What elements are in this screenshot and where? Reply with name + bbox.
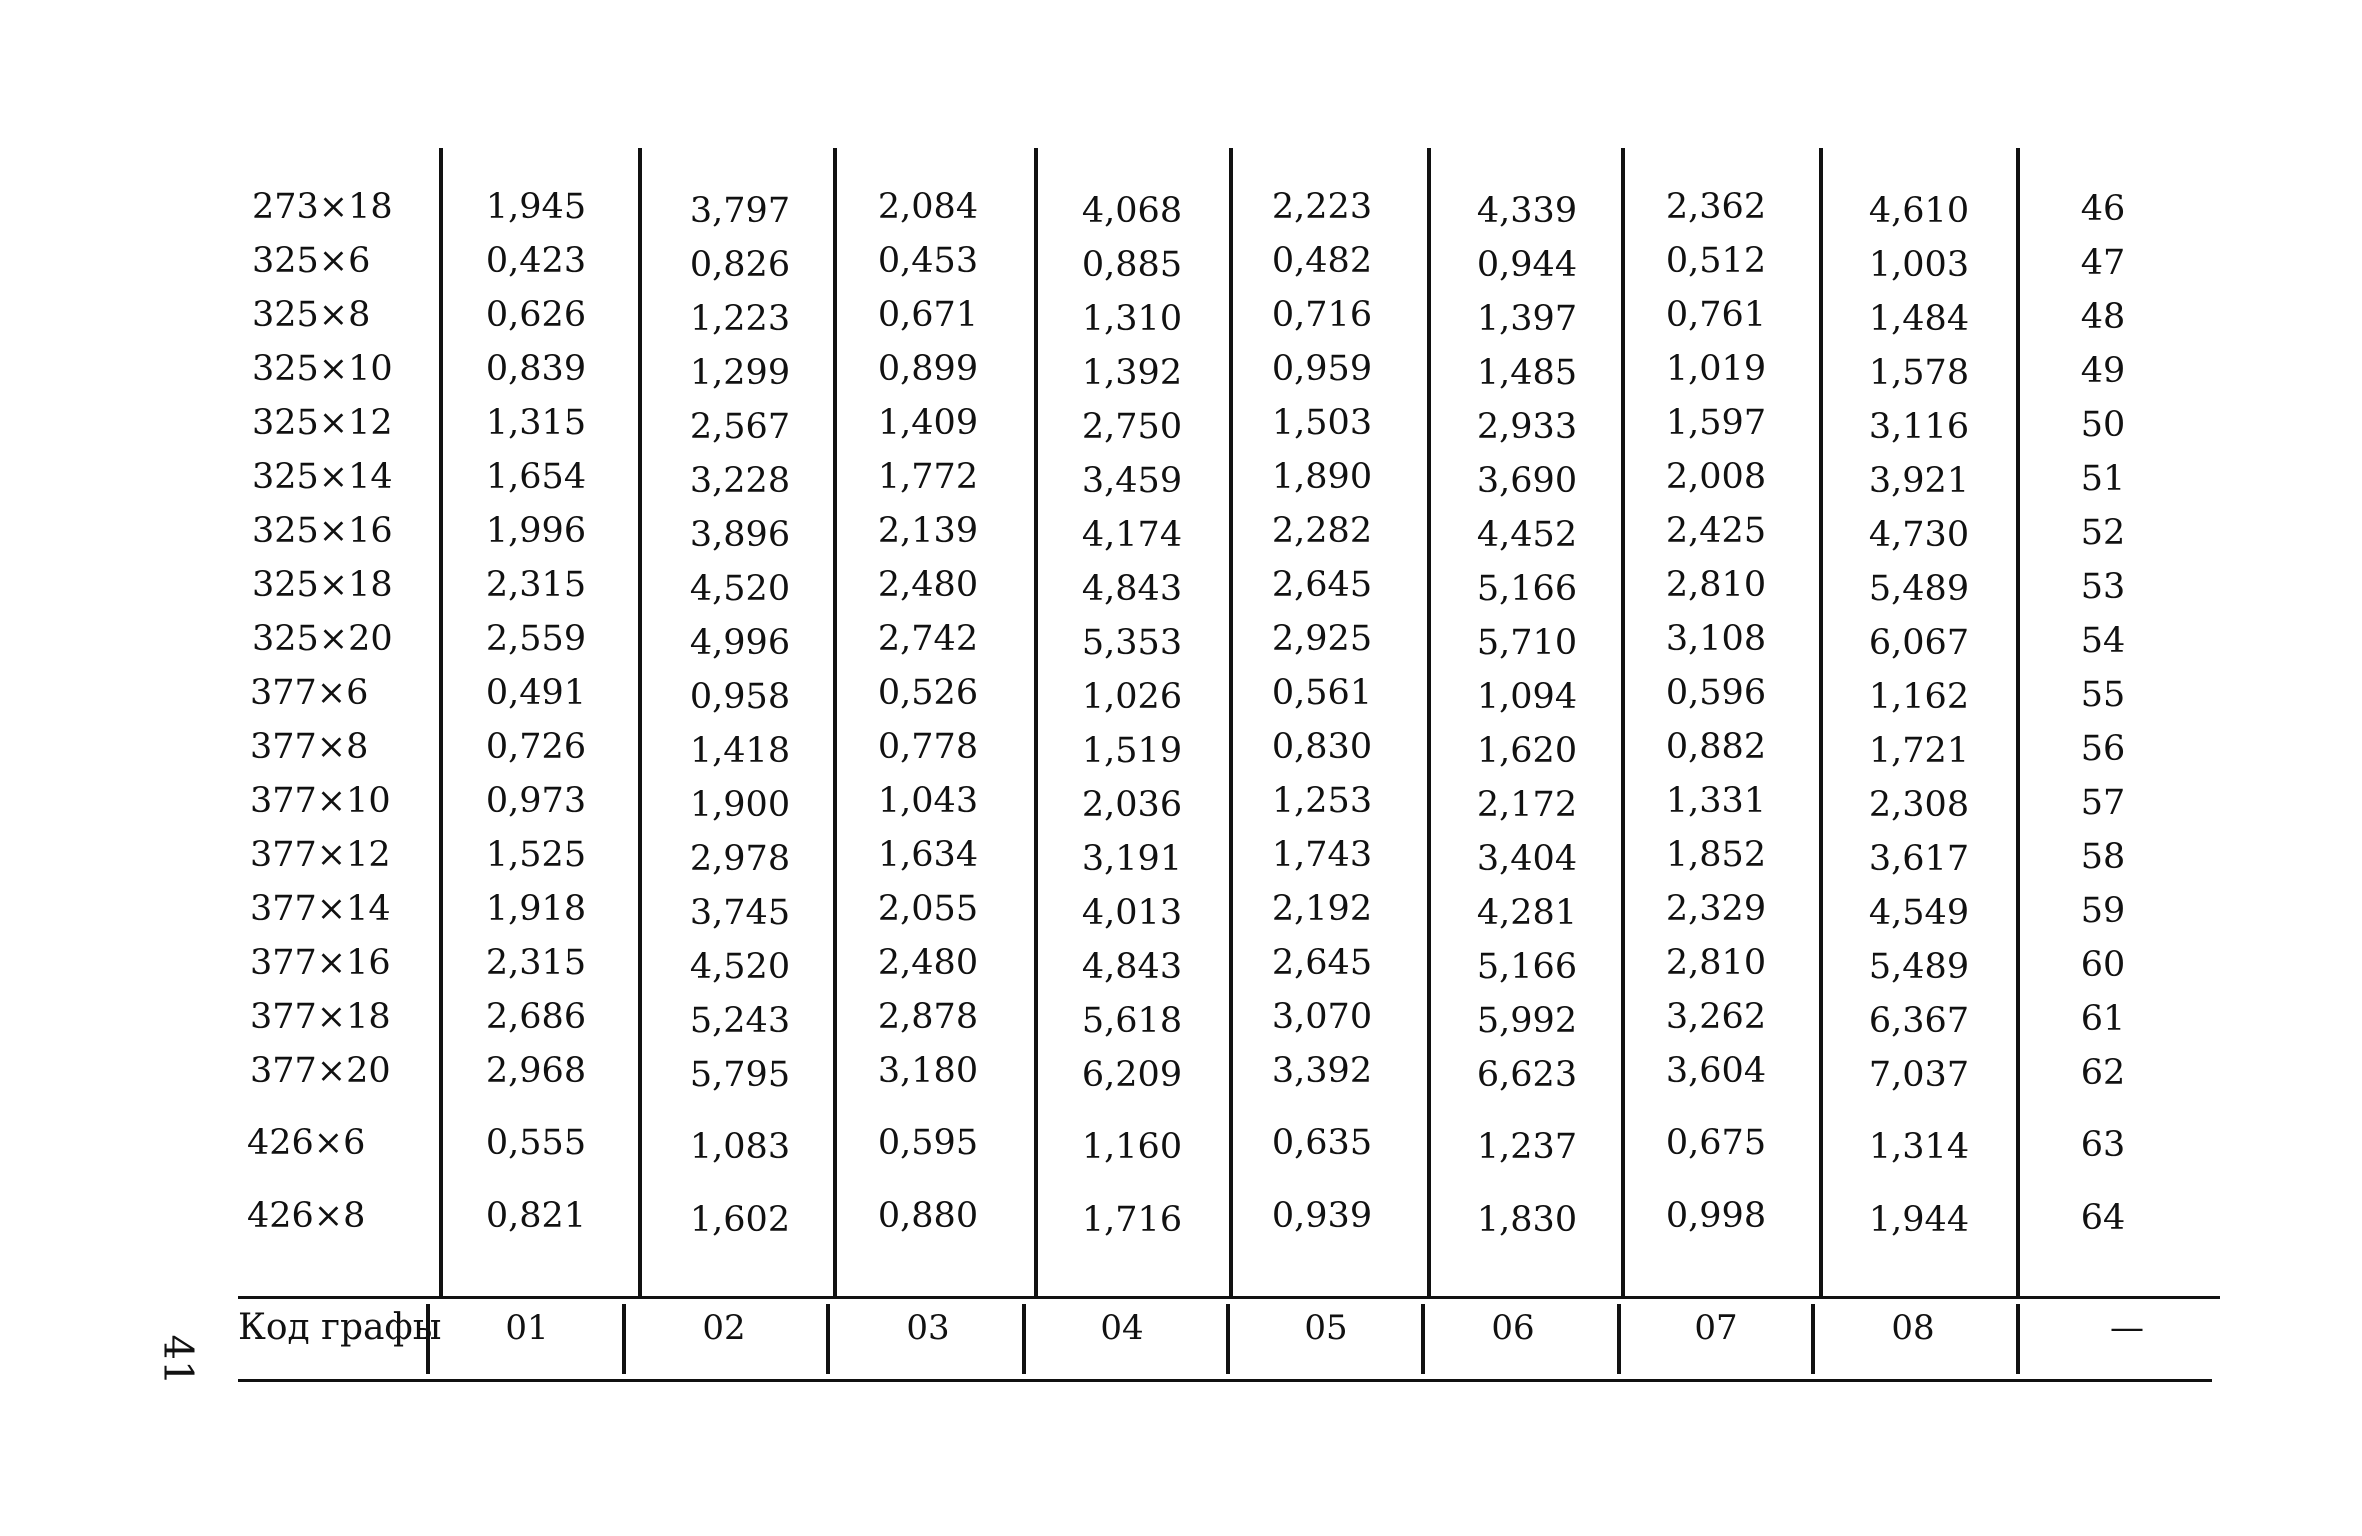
value-cell: 0,998	[1665, 1196, 1767, 1236]
value-cell: 0,423	[485, 241, 587, 281]
value-cell: 2,878	[877, 997, 979, 1037]
value-cell: 0,939	[1271, 1196, 1373, 1236]
column-code: 03	[906, 1308, 950, 1348]
value-cell: 1,597	[1665, 403, 1767, 443]
row-code-cell: 62	[2080, 1053, 2126, 1093]
value-cell: 2,978	[689, 839, 791, 879]
value-cell: 0,555	[485, 1123, 587, 1163]
value-cell: 2,139	[877, 511, 979, 551]
value-cell: 4,843	[1081, 947, 1183, 987]
value-cell: 2,968	[485, 1051, 587, 1091]
value-cell: 0,526	[877, 673, 979, 713]
row-code-cell: 60	[2080, 945, 2126, 985]
value-cell: 2,084	[877, 187, 979, 227]
value-cell: 2,425	[1665, 511, 1767, 551]
size-cell: 377×8	[250, 727, 369, 767]
column-code: 02	[702, 1308, 746, 1348]
value-cell: 4,549	[1868, 893, 1970, 933]
value-cell: 1,503	[1271, 403, 1373, 443]
value-cell: 5,243	[689, 1001, 791, 1041]
value-cell: 0,716	[1271, 295, 1373, 335]
value-cell: 3,797	[689, 191, 791, 231]
value-cell: 2,810	[1665, 565, 1767, 605]
value-cell: 3,191	[1081, 839, 1183, 879]
value-cell: 0,958	[689, 677, 791, 717]
row-code-cell: 47	[2080, 243, 2126, 283]
value-cell: 2,315	[485, 565, 587, 605]
row-code-cell: 48	[2080, 297, 2126, 337]
value-cell: 1,852	[1665, 835, 1767, 875]
value-cell: 0,880	[877, 1196, 979, 1236]
value-cell: 1,918	[485, 889, 587, 929]
value-cell: 0,626	[485, 295, 587, 335]
size-cell: 377×10	[250, 781, 391, 821]
value-cell: 1,772	[877, 457, 979, 497]
value-cell: 3,690	[1476, 461, 1578, 501]
value-cell: 2,567	[689, 407, 791, 447]
column-code-label: Код графы	[238, 1307, 442, 1348]
value-cell: 2,686	[485, 997, 587, 1037]
value-cell: 0,726	[485, 727, 587, 767]
value-cell: 2,750	[1081, 407, 1183, 447]
column-code: 06	[1491, 1308, 1535, 1348]
size-cell: 325×20	[252, 619, 393, 659]
column-rule	[439, 148, 443, 1298]
value-cell: 3,617	[1868, 839, 1970, 879]
value-cell: 1,890	[1271, 457, 1373, 497]
value-cell: 7,037	[1868, 1055, 1970, 1095]
value-cell: 1,409	[877, 403, 979, 443]
row-code-cell: 53	[2080, 567, 2126, 607]
row-code-cell: 52	[2080, 513, 2126, 553]
value-cell: 2,192	[1271, 889, 1373, 929]
column-code: 05	[1304, 1308, 1348, 1348]
footer-rule	[238, 1379, 2212, 1382]
value-cell: 3,921	[1868, 461, 1970, 501]
value-cell: 0,453	[877, 241, 979, 281]
value-cell: 1,310	[1081, 299, 1183, 339]
value-cell: 0,821	[485, 1196, 587, 1236]
value-cell: 1,578	[1868, 353, 1970, 393]
size-cell: 377×18	[250, 997, 391, 1037]
row-code-cell: 54	[2080, 621, 2126, 661]
value-cell: 5,992	[1476, 1001, 1578, 1041]
value-cell: 1,253	[1271, 781, 1373, 821]
value-cell: 5,166	[1476, 569, 1578, 609]
value-cell: 0,482	[1271, 241, 1373, 281]
value-cell: 0,635	[1271, 1123, 1373, 1163]
column-rule	[1034, 148, 1038, 1298]
value-cell: 1,397	[1476, 299, 1578, 339]
value-cell: 1,620	[1476, 731, 1578, 771]
size-cell: 273×18	[252, 187, 393, 227]
column-rule	[1229, 148, 1233, 1298]
size-cell: 377×6	[250, 673, 369, 713]
value-cell: 1,315	[485, 403, 587, 443]
value-cell: 5,710	[1476, 623, 1578, 663]
value-cell: 3,459	[1081, 461, 1183, 501]
value-cell: 2,362	[1665, 187, 1767, 227]
column-code: 07	[1694, 1308, 1738, 1348]
footer-column-rule	[826, 1304, 830, 1374]
value-cell: 2,308	[1868, 785, 1970, 825]
value-cell: 0,839	[485, 349, 587, 389]
value-cell: 2,315	[485, 943, 587, 983]
value-cell: 6,623	[1476, 1055, 1578, 1095]
value-cell: 5,795	[689, 1055, 791, 1095]
value-cell: 2,329	[1665, 889, 1767, 929]
column-rule	[2016, 148, 2020, 1298]
value-cell: 1,716	[1081, 1200, 1183, 1240]
row-code-cell: 64	[2080, 1198, 2126, 1238]
value-cell: 0,882	[1665, 727, 1767, 767]
row-code-cell: 58	[2080, 837, 2126, 877]
value-cell: 1,299	[689, 353, 791, 393]
value-cell: 2,559	[485, 619, 587, 659]
value-cell: 0,959	[1271, 349, 1373, 389]
value-cell: 2,172	[1476, 785, 1578, 825]
value-cell: 1,094	[1476, 677, 1578, 717]
value-cell: 1,485	[1476, 353, 1578, 393]
value-cell: 2,223	[1271, 187, 1373, 227]
value-cell: 4,996	[689, 623, 791, 663]
value-cell: 1,830	[1476, 1200, 1578, 1240]
column-rule	[638, 148, 642, 1298]
value-cell: 3,180	[877, 1051, 979, 1091]
row-code-cell: 59	[2080, 891, 2126, 931]
row-code-cell: 46	[2080, 189, 2126, 229]
value-cell: 5,353	[1081, 623, 1183, 663]
size-cell: 325×16	[252, 511, 393, 551]
value-cell: 3,070	[1271, 997, 1373, 1037]
value-cell: 2,055	[877, 889, 979, 929]
value-cell: 3,745	[689, 893, 791, 933]
page-number: 41	[154, 1334, 201, 1386]
value-cell: 5,489	[1868, 569, 1970, 609]
column-rule	[833, 148, 837, 1298]
value-cell: 1,237	[1476, 1127, 1578, 1167]
value-cell: 6,367	[1868, 1001, 1970, 1041]
value-cell: 2,645	[1271, 943, 1373, 983]
value-cell: 1,418	[689, 731, 791, 771]
value-cell: 1,743	[1271, 835, 1373, 875]
size-cell: 377×12	[250, 835, 391, 875]
value-cell: 0,491	[485, 673, 587, 713]
footer-column-rule	[2016, 1304, 2020, 1374]
value-cell: 6,209	[1081, 1055, 1183, 1095]
value-cell: 2,008	[1665, 457, 1767, 497]
row-code-cell: 61	[2080, 999, 2126, 1039]
size-cell: 325×10	[252, 349, 393, 389]
value-cell: 0,885	[1081, 245, 1183, 285]
size-cell: 325×6	[252, 241, 371, 281]
value-cell: 3,108	[1665, 619, 1767, 659]
value-cell: 0,761	[1665, 295, 1767, 335]
value-cell: 1,314	[1868, 1127, 1970, 1167]
value-cell: 2,036	[1081, 785, 1183, 825]
value-cell: 5,618	[1081, 1001, 1183, 1041]
value-cell: 0,944	[1476, 245, 1578, 285]
value-cell: 1,026	[1081, 677, 1183, 717]
value-cell: 1,331	[1665, 781, 1767, 821]
size-cell: 426×8	[247, 1196, 366, 1236]
value-cell: 4,610	[1868, 191, 1970, 231]
value-cell: 1,162	[1868, 677, 1970, 717]
value-cell: 0,512	[1665, 241, 1767, 281]
value-cell: 4,339	[1476, 191, 1578, 231]
value-cell: 1,484	[1868, 299, 1970, 339]
column-rule	[1427, 148, 1431, 1298]
value-cell: 0,899	[877, 349, 979, 389]
value-cell: 0,830	[1271, 727, 1373, 767]
footer-column-rule	[1811, 1304, 1815, 1374]
size-cell: 325×8	[252, 295, 371, 335]
value-cell: 2,282	[1271, 511, 1373, 551]
value-cell: 1,944	[1868, 1200, 1970, 1240]
size-cell: 377×14	[250, 889, 391, 929]
value-cell: 0,826	[689, 245, 791, 285]
value-cell: 5,166	[1476, 947, 1578, 987]
size-cell: 325×18	[252, 565, 393, 605]
value-cell: 1,996	[485, 511, 587, 551]
size-cell: 325×12	[252, 403, 393, 443]
value-cell: 2,742	[877, 619, 979, 659]
value-cell: 1,525	[485, 835, 587, 875]
column-rule	[1819, 148, 1823, 1298]
value-cell: 3,896	[689, 515, 791, 555]
value-cell: 1,634	[877, 835, 979, 875]
size-cell: 426×6	[247, 1123, 366, 1163]
size-cell: 325×14	[252, 457, 393, 497]
value-cell: 3,228	[689, 461, 791, 501]
value-cell: 4,452	[1476, 515, 1578, 555]
column-rule	[1621, 148, 1625, 1298]
value-cell: 1,160	[1081, 1127, 1183, 1167]
value-cell: 1,654	[485, 457, 587, 497]
value-cell: 4,730	[1868, 515, 1970, 555]
footer-column-rule	[1022, 1304, 1026, 1374]
value-cell: 2,645	[1271, 565, 1373, 605]
value-cell: 1,945	[485, 187, 587, 227]
value-cell: 0,778	[877, 727, 979, 767]
value-cell: 3,404	[1476, 839, 1578, 879]
value-cell: 1,900	[689, 785, 791, 825]
value-cell: 0,595	[877, 1123, 979, 1163]
value-cell: 0,561	[1271, 673, 1373, 713]
value-cell: 0,596	[1665, 673, 1767, 713]
value-cell: 2,810	[1665, 943, 1767, 983]
column-code: 04	[1100, 1308, 1144, 1348]
value-cell: 3,116	[1868, 407, 1970, 447]
value-cell: 4,174	[1081, 515, 1183, 555]
value-cell: 3,262	[1665, 997, 1767, 1037]
row-code-cell: 50	[2080, 405, 2126, 445]
footer-column-rule	[622, 1304, 626, 1374]
value-cell: 0,671	[877, 295, 979, 335]
value-cell: 1,721	[1868, 731, 1970, 771]
size-cell: 377×16	[250, 943, 391, 983]
row-code-cell: 63	[2080, 1125, 2126, 1165]
footer-rule	[238, 1296, 2220, 1299]
footer-column-rule	[1226, 1304, 1230, 1374]
value-cell: 3,604	[1665, 1051, 1767, 1091]
value-cell: 1,083	[689, 1127, 791, 1167]
column-code-dash: —	[2110, 1308, 2144, 1348]
value-cell: 1,392	[1081, 353, 1183, 393]
value-cell: 1,003	[1868, 245, 1970, 285]
value-cell: 4,520	[689, 569, 791, 609]
value-cell: 4,013	[1081, 893, 1183, 933]
row-code-cell: 57	[2080, 783, 2126, 823]
row-code-cell: 56	[2080, 729, 2126, 769]
value-cell: 4,520	[689, 947, 791, 987]
row-code-cell: 49	[2080, 351, 2126, 391]
row-code-cell: 55	[2080, 675, 2126, 715]
value-cell: 4,068	[1081, 191, 1183, 231]
value-cell: 4,843	[1081, 569, 1183, 609]
size-cell: 377×20	[250, 1051, 391, 1091]
value-cell: 0,675	[1665, 1123, 1767, 1163]
value-cell: 4,281	[1476, 893, 1578, 933]
value-cell: 5,489	[1868, 947, 1970, 987]
value-cell: 2,925	[1271, 619, 1373, 659]
value-cell: 1,602	[689, 1200, 791, 1240]
column-code: 01	[505, 1308, 549, 1348]
value-cell: 1,519	[1081, 731, 1183, 771]
value-cell: 1,223	[689, 299, 791, 339]
value-cell: 0,973	[485, 781, 587, 821]
value-cell: 3,392	[1271, 1051, 1373, 1091]
value-cell: 2,480	[877, 943, 979, 983]
row-code-cell: 51	[2080, 459, 2126, 499]
column-code: 08	[1891, 1308, 1935, 1348]
value-cell: 2,933	[1476, 407, 1578, 447]
value-cell: 2,480	[877, 565, 979, 605]
value-cell: 6,067	[1868, 623, 1970, 663]
value-cell: 1,019	[1665, 349, 1767, 389]
footer-column-rule	[1421, 1304, 1425, 1374]
value-cell: 1,043	[877, 781, 979, 821]
footer-column-rule	[1617, 1304, 1621, 1374]
